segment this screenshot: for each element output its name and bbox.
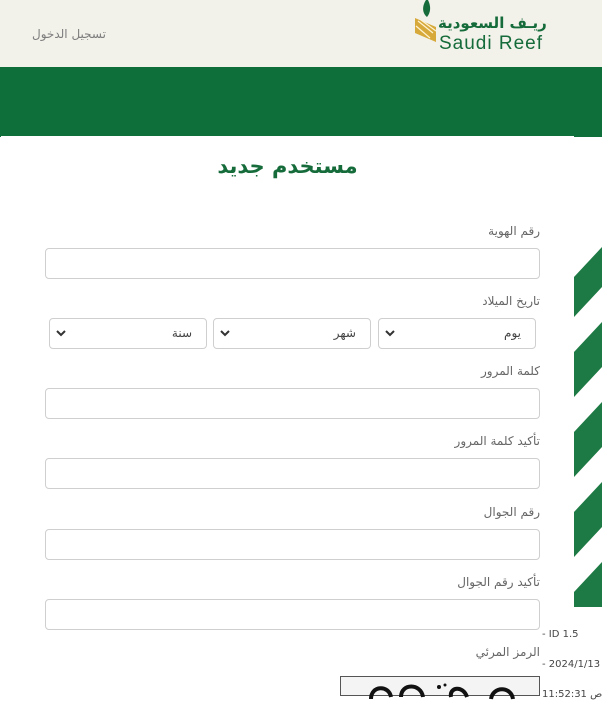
version-date: - 2024/1/13 <box>542 659 601 670</box>
confirm-mobile-label: تأكيد رقم الجوال <box>457 575 540 589</box>
side-background <box>574 137 602 607</box>
captcha-image <box>340 676 540 696</box>
day-select[interactable] <box>378 318 536 349</box>
version-time: 11:52:31 ص <box>542 689 602 700</box>
confirm-password-label: تأكيد كلمة المرور <box>454 434 540 448</box>
day-select-value: يوم <box>504 326 521 340</box>
chevron-down-icon <box>384 328 396 338</box>
mobile-input[interactable] <box>45 529 540 560</box>
id-number-input[interactable] <box>45 248 540 279</box>
form-title: مستخدم جديد <box>217 154 358 178</box>
green-banner <box>0 67 602 137</box>
saudi-reef-logo[interactable] <box>408 0 602 60</box>
month-select-value: شهر <box>333 326 356 340</box>
brand-name-english: Saudi Reef <box>439 33 544 54</box>
captcha-label: الرمز المرئي <box>475 645 540 659</box>
birth-date-label: تاريخ الميلاد <box>482 294 540 308</box>
version-id: - ID 1.5 <box>542 629 579 640</box>
id-number-label: رقم الهوية <box>488 224 540 238</box>
confirm-password-input[interactable] <box>45 458 540 489</box>
brand-name-arabic: ريـف السعودية <box>438 14 547 32</box>
top-header <box>0 0 602 67</box>
captcha-glyphs-icon <box>341 677 541 697</box>
login-link[interactable]: تسجيل الدخول <box>32 27 106 41</box>
chevron-down-icon <box>219 328 231 338</box>
month-select[interactable] <box>213 318 371 349</box>
year-select[interactable] <box>49 318 207 349</box>
decorative-stripes-icon <box>574 137 602 607</box>
mobile-label: رقم الجوال <box>483 505 540 519</box>
password-input[interactable] <box>45 388 540 419</box>
password-label: كلمة المرور <box>480 364 540 378</box>
chevron-down-icon <box>55 328 67 338</box>
register-form-card <box>1 136 574 694</box>
year-select-value: سنة <box>171 326 192 340</box>
version-info <box>542 625 602 715</box>
confirm-mobile-input[interactable] <box>45 599 540 630</box>
